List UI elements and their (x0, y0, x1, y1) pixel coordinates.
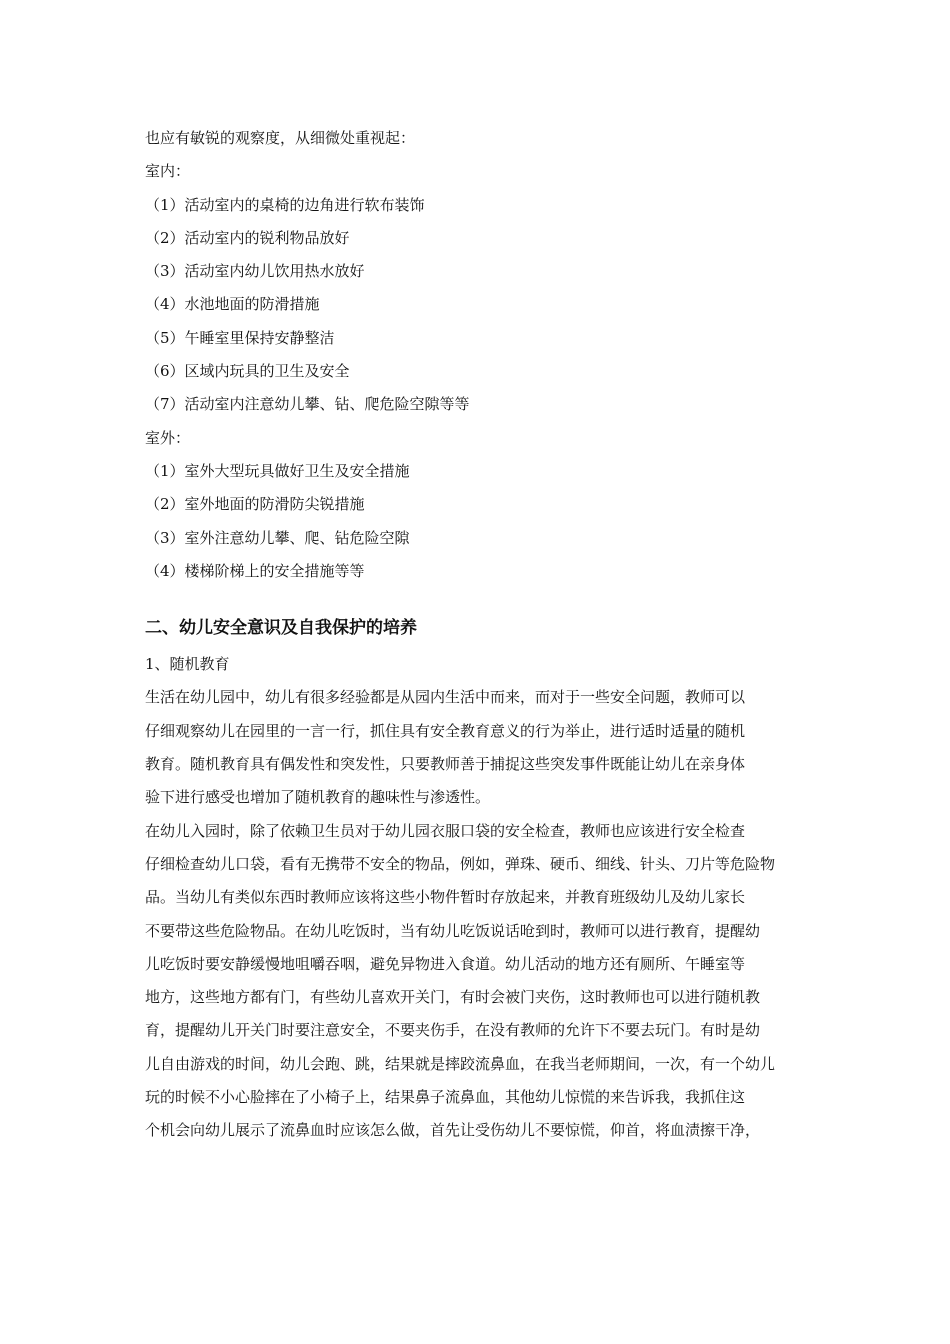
indoor-item: （1）活动室内的桌椅的边角进行软布装饰 (145, 195, 425, 214)
paragraph-line: 教育。随机教育具有偶发性和突发性，只要教师善于捕捉这些突发事件既能让幼儿在亲身体 (145, 755, 746, 774)
indoor-item: （7）活动室内注意幼儿攀、钻、爬危险空隙等等 (145, 395, 470, 414)
paragraph-random-education (145, 681, 810, 814)
indoor-item: （5）午睡室里保持安静整洁 (145, 328, 335, 347)
document-page (145, 122, 810, 1148)
paragraph-line: 儿吃饭时要安静缓慢地咀嚼吞咽，避免异物进入食道。幼儿活动的地方还有厕所、午睡室等 (145, 954, 746, 973)
paragraph-line: 不要带这些危险物品。在幼儿吃饭时，当有幼儿吃饭说话呛到时，教师可以进行教育，提醒幼 (145, 921, 761, 940)
intro-line: 也应有敏锐的观察度，从细微处重视起： (145, 129, 416, 147)
paragraph-line: 地方，这些地方都有门，有些幼儿喜欢开关门，有时会被门夹伤，这时教师也可以进行随机教 (145, 988, 761, 1007)
indoor-label: 室内： (145, 162, 191, 181)
indoor-item: （6）区域内玩具的卫生及安全 (145, 362, 350, 381)
paragraph-line: 玩的时候不小心脸摔在了小椅子上，结果鼻子流鼻血，其他幼儿惊慌的来告诉我，我抓住这 (145, 1088, 746, 1107)
paragraph-line: 仔细检查幼儿口袋，看有无携带不安全的物品，例如，弹珠、硬币、细线、针头、刀片等危险物 (145, 854, 776, 873)
paragraph-entry-check (145, 815, 810, 1148)
outdoor-item: （2）室外地面的防滑防尖锐措施 (145, 495, 365, 514)
paragraph-line: 育，提醒幼儿开关门时要注意安全，不要夹伤手，在没有教师的允许下不要去玩门。有时是幼 (145, 1021, 761, 1040)
paragraph-line: 个机会向幼儿展示了流鼻血时应该怎么做，首先让受伤幼儿不要惊慌，仰首，将血渍擦干净， (145, 1121, 761, 1140)
indoor-item: （2）活动室内的锐利物品放好 (145, 228, 350, 247)
paragraph-line: 在幼儿入园时，除了依赖卫生员对于幼儿园衣服口袋的安全检查，教师也应该进行安全检查 (145, 821, 746, 840)
indoor-item: （4）水池地面的防滑措施 (145, 295, 320, 314)
outdoor-label: 室外： (145, 428, 191, 447)
paragraph-line: 仔细观察幼儿在园里的一言一行，抓住具有安全教育意义的行为举止，进行适时适量的随机 (145, 721, 746, 740)
paragraph-line: 品。当幼儿有类似东西时教师应该将这些小物件暂时存放起来，并教育班级幼儿及幼儿家长 (145, 888, 746, 907)
paragraph-line: 儿自由游戏的时间，幼儿会跑、跳，结果就是摔跤流鼻血，在我当老师期间，一次，有一个幼儿 (145, 1054, 776, 1073)
outdoor-item: （4）楼梯阶梯上的安全措施等等 (145, 561, 365, 580)
outdoor-item: （3）室外注意幼儿攀、爬、钻危险空隙 (145, 528, 410, 547)
indoor-item: （3）活动室内幼儿饮用热水放好 (145, 262, 365, 281)
outdoor-item: （1）室外大型玩具做好卫生及安全措施 (145, 461, 410, 480)
section-heading: 二、幼儿安全意识及自我保护的培养 (145, 618, 417, 639)
paragraph-line: 生活在幼儿园中，幼儿有很多经验都是从园内生活中而来，而对于一些安全问题，教师可以 (145, 688, 746, 707)
paragraph-line: 验下进行感受也增加了随机教育的趣味性与渗透性。 (145, 788, 491, 807)
subsection-title: 1、随机教育 (145, 655, 230, 674)
